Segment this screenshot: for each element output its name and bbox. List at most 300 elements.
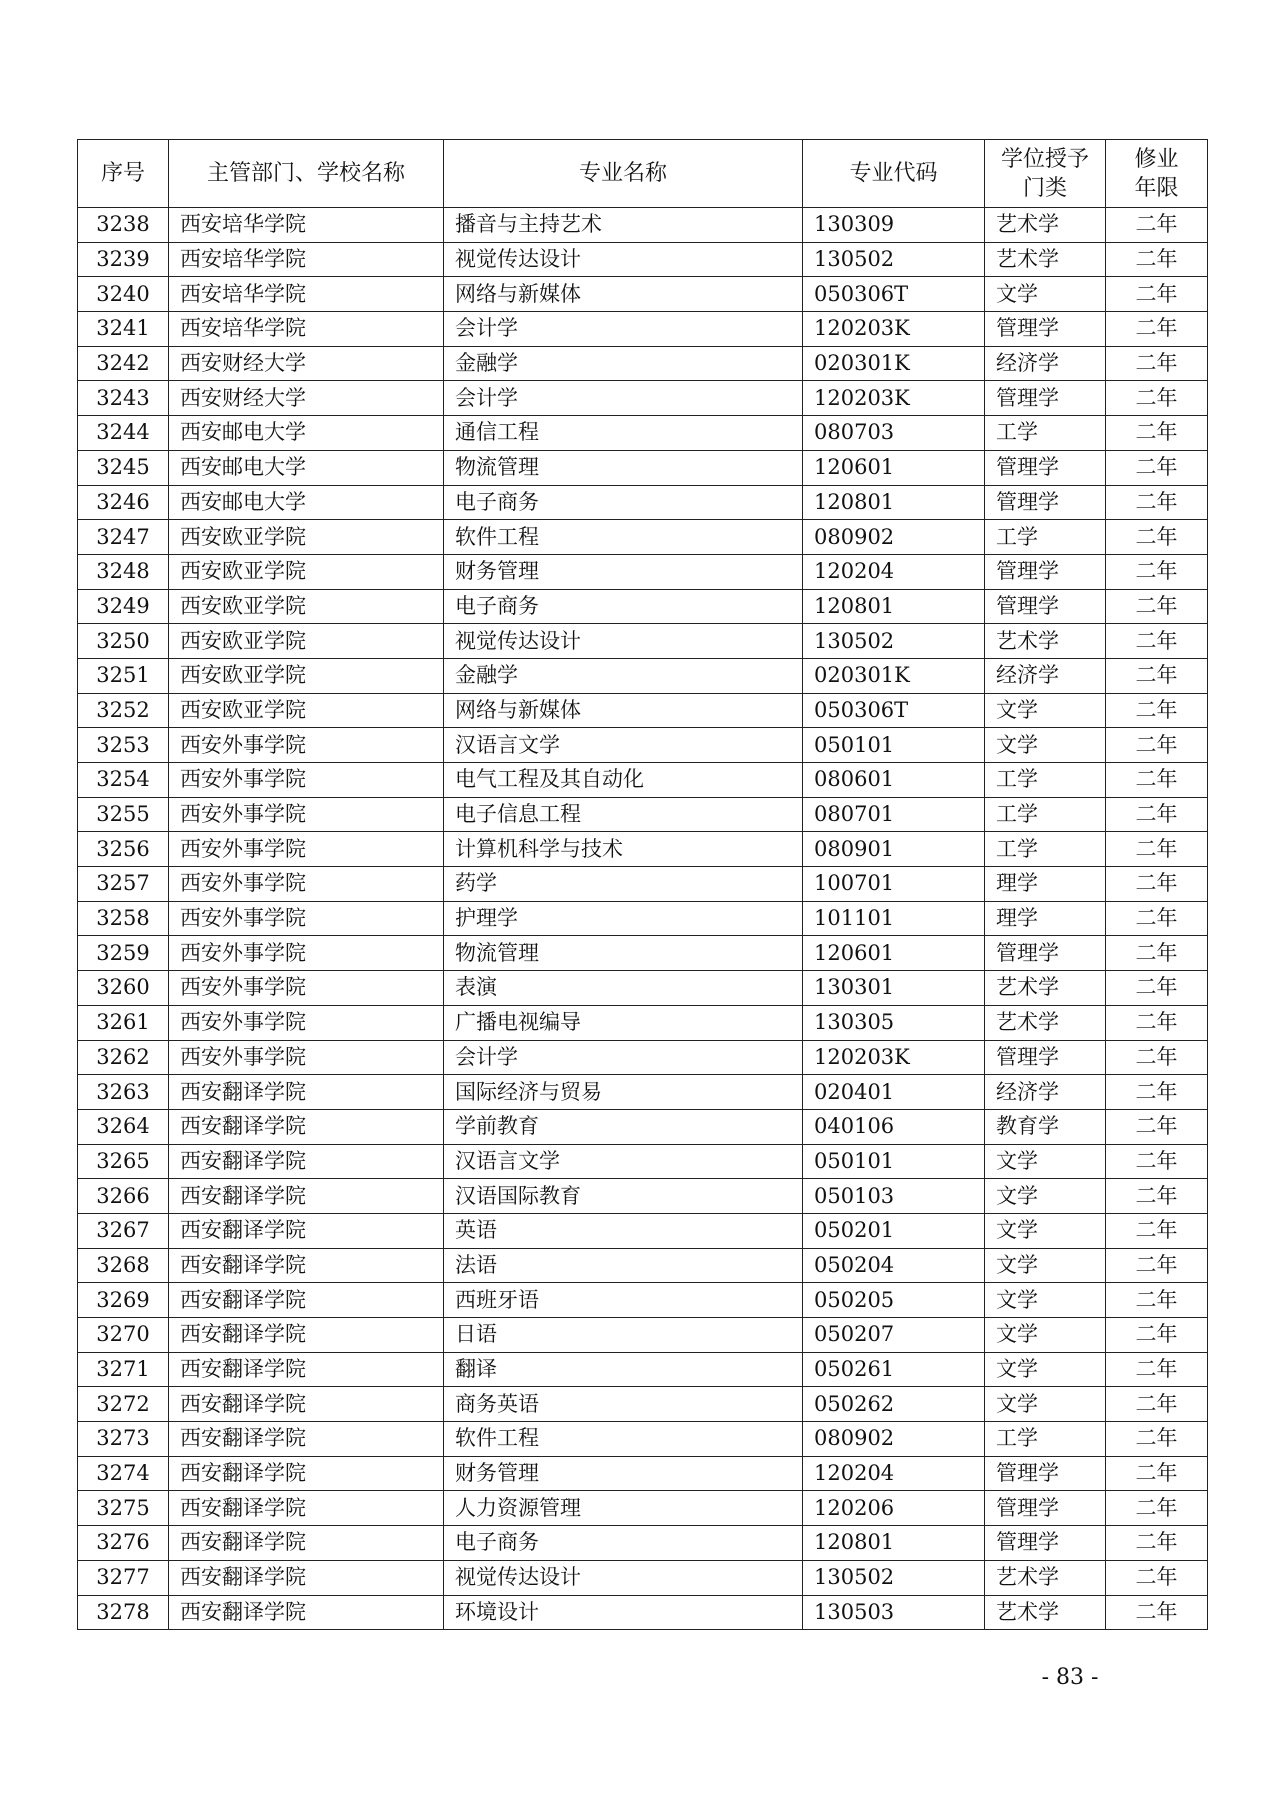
cell-school: 西安翻译学院 — [169, 1213, 444, 1248]
cell-index: 3244 — [78, 416, 169, 451]
cell-index: 3267 — [78, 1213, 169, 1248]
cell-degree: 经济学 — [985, 658, 1106, 693]
table-row — [78, 1213, 1208, 1248]
cell-code: 050101 — [803, 1144, 985, 1179]
cell-code: 050204 — [803, 1248, 985, 1283]
cell-major: 物流管理 — [444, 450, 803, 485]
cell-code: 080601 — [803, 763, 985, 798]
cell-major: 表演 — [444, 971, 803, 1006]
cell-index: 3274 — [78, 1456, 169, 1491]
cell-years: 二年 — [1106, 936, 1208, 971]
table-row — [78, 797, 1208, 832]
cell-years: 二年 — [1106, 901, 1208, 936]
cell-years: 二年 — [1106, 693, 1208, 728]
table-row — [78, 1109, 1208, 1144]
table-row — [78, 312, 1208, 347]
header-code: 专业代码 — [803, 140, 985, 208]
cell-years: 二年 — [1106, 624, 1208, 659]
cell-years: 二年 — [1106, 346, 1208, 381]
cell-index: 3239 — [78, 242, 169, 277]
header-years-line2: 年限 — [1134, 175, 1179, 201]
cell-school: 西安翻译学院 — [169, 1387, 444, 1422]
cell-code: 120801 — [803, 1526, 985, 1561]
cell-index: 3254 — [78, 763, 169, 798]
table-body — [78, 208, 1208, 1630]
cell-major: 会计学 — [444, 1040, 803, 1075]
cell-code: 050205 — [803, 1283, 985, 1318]
cell-major: 学前教育 — [444, 1109, 803, 1144]
cell-school: 西安培华学院 — [169, 242, 444, 277]
table-row — [78, 520, 1208, 555]
cell-school: 西安邮电大学 — [169, 416, 444, 451]
cell-code: 120204 — [803, 1456, 985, 1491]
cell-code: 130502 — [803, 1560, 985, 1595]
header-years-line1: 修业 — [1134, 146, 1179, 172]
cell-index: 3262 — [78, 1040, 169, 1075]
cell-school: 西安翻译学院 — [169, 1560, 444, 1595]
table-row — [78, 728, 1208, 763]
cell-major: 日语 — [444, 1318, 803, 1353]
cell-years: 二年 — [1106, 658, 1208, 693]
table-row — [78, 381, 1208, 416]
cell-school: 西安欧亚学院 — [169, 693, 444, 728]
cell-major: 商务英语 — [444, 1387, 803, 1422]
cell-school: 西安翻译学院 — [169, 1422, 444, 1457]
cell-code: 080901 — [803, 832, 985, 867]
cell-years: 二年 — [1106, 728, 1208, 763]
cell-school: 西安欧亚学院 — [169, 589, 444, 624]
cell-years: 二年 — [1106, 1283, 1208, 1318]
table-row — [78, 450, 1208, 485]
cell-school: 西安翻译学院 — [169, 1595, 444, 1630]
cell-school: 西安邮电大学 — [169, 450, 444, 485]
cell-index: 3257 — [78, 867, 169, 902]
cell-index: 3248 — [78, 554, 169, 589]
cell-code: 050207 — [803, 1318, 985, 1353]
cell-degree: 艺术学 — [985, 1595, 1106, 1630]
cell-major: 软件工程 — [444, 520, 803, 555]
cell-years: 二年 — [1106, 416, 1208, 451]
cell-degree: 工学 — [985, 416, 1106, 451]
cell-degree: 管理学 — [985, 381, 1106, 416]
cell-degree: 艺术学 — [985, 242, 1106, 277]
cell-major: 财务管理 — [444, 554, 803, 589]
table-row — [78, 1387, 1208, 1422]
cell-school: 西安培华学院 — [169, 277, 444, 312]
cell-major: 会计学 — [444, 381, 803, 416]
cell-years: 二年 — [1106, 1179, 1208, 1214]
cell-degree: 工学 — [985, 797, 1106, 832]
cell-code: 130301 — [803, 971, 985, 1006]
cell-major: 汉语言文学 — [444, 728, 803, 763]
cell-years: 二年 — [1106, 832, 1208, 867]
cell-index: 3245 — [78, 450, 169, 485]
cell-years: 二年 — [1106, 1248, 1208, 1283]
cell-major: 电子信息工程 — [444, 797, 803, 832]
cell-major: 金融学 — [444, 346, 803, 381]
cell-years: 二年 — [1106, 1422, 1208, 1457]
cell-index: 3277 — [78, 1560, 169, 1595]
cell-years: 二年 — [1106, 1005, 1208, 1040]
cell-years: 二年 — [1106, 1560, 1208, 1595]
cell-years: 二年 — [1106, 554, 1208, 589]
table-row — [78, 1456, 1208, 1491]
cell-major: 护理学 — [444, 901, 803, 936]
table-row — [78, 346, 1208, 381]
cell-code: 080902 — [803, 520, 985, 555]
cell-index: 3253 — [78, 728, 169, 763]
cell-years: 二年 — [1106, 208, 1208, 243]
table-row — [78, 658, 1208, 693]
table-header-row — [78, 140, 1208, 208]
cell-index: 3252 — [78, 693, 169, 728]
cell-code: 130309 — [803, 208, 985, 243]
cell-school: 西安外事学院 — [169, 867, 444, 902]
cell-school: 西安欧亚学院 — [169, 520, 444, 555]
cell-major: 广播电视编导 — [444, 1005, 803, 1040]
cell-index: 3238 — [78, 208, 169, 243]
table-row — [78, 936, 1208, 971]
cell-degree: 管理学 — [985, 554, 1106, 589]
cell-index: 3263 — [78, 1075, 169, 1110]
cell-major: 国际经济与贸易 — [444, 1075, 803, 1110]
cell-index: 3250 — [78, 624, 169, 659]
cell-major: 西班牙语 — [444, 1283, 803, 1318]
cell-code: 120203K — [803, 381, 985, 416]
cell-index: 3270 — [78, 1318, 169, 1353]
table-row — [78, 867, 1208, 902]
cell-years: 二年 — [1106, 1352, 1208, 1387]
cell-major: 电气工程及其自动化 — [444, 763, 803, 798]
cell-code: 050262 — [803, 1387, 985, 1422]
table-row — [78, 832, 1208, 867]
cell-degree: 管理学 — [985, 1456, 1106, 1491]
cell-degree: 管理学 — [985, 450, 1106, 485]
cell-code: 130502 — [803, 242, 985, 277]
table-row — [78, 554, 1208, 589]
cell-years: 二年 — [1106, 867, 1208, 902]
cell-school: 西安翻译学院 — [169, 1248, 444, 1283]
cell-years: 二年 — [1106, 1075, 1208, 1110]
cell-school: 西安财经大学 — [169, 381, 444, 416]
cell-degree: 艺术学 — [985, 1005, 1106, 1040]
cell-major: 电子商务 — [444, 589, 803, 624]
cell-degree: 工学 — [985, 763, 1106, 798]
cell-degree: 管理学 — [985, 1040, 1106, 1075]
cell-school: 西安翻译学院 — [169, 1283, 444, 1318]
cell-code: 050261 — [803, 1352, 985, 1387]
cell-code: 040106 — [803, 1109, 985, 1144]
cell-index: 3249 — [78, 589, 169, 624]
cell-years: 二年 — [1106, 242, 1208, 277]
table-row — [78, 763, 1208, 798]
cell-index: 3264 — [78, 1109, 169, 1144]
cell-degree: 管理学 — [985, 1526, 1106, 1561]
table-row — [78, 277, 1208, 312]
cell-code: 101101 — [803, 901, 985, 936]
cell-school: 西安翻译学院 — [169, 1526, 444, 1561]
cell-years: 二年 — [1106, 1040, 1208, 1075]
cell-degree: 经济学 — [985, 346, 1106, 381]
table-row — [78, 485, 1208, 520]
cell-code: 130503 — [803, 1595, 985, 1630]
cell-major: 视觉传达设计 — [444, 624, 803, 659]
cell-school: 西安外事学院 — [169, 971, 444, 1006]
cell-degree: 文学 — [985, 728, 1106, 763]
cell-major: 财务管理 — [444, 1456, 803, 1491]
cell-school: 西安翻译学院 — [169, 1352, 444, 1387]
cell-index: 3271 — [78, 1352, 169, 1387]
header-years — [1106, 140, 1208, 208]
table-row — [78, 1075, 1208, 1110]
cell-degree: 工学 — [985, 1422, 1106, 1457]
cell-school: 西安邮电大学 — [169, 485, 444, 520]
cell-code: 130305 — [803, 1005, 985, 1040]
cell-years: 二年 — [1106, 1456, 1208, 1491]
table-row — [78, 1595, 1208, 1630]
header-degree — [985, 140, 1106, 208]
cell-code: 120801 — [803, 485, 985, 520]
cell-degree: 艺术学 — [985, 208, 1106, 243]
cell-years: 二年 — [1106, 1387, 1208, 1422]
cell-major: 金融学 — [444, 658, 803, 693]
cell-index: 3246 — [78, 485, 169, 520]
cell-major: 软件工程 — [444, 1422, 803, 1457]
cell-degree: 艺术学 — [985, 624, 1106, 659]
cell-years: 二年 — [1106, 312, 1208, 347]
cell-major: 网络与新媒体 — [444, 277, 803, 312]
cell-school: 西安外事学院 — [169, 936, 444, 971]
cell-index: 3272 — [78, 1387, 169, 1422]
cell-major: 通信工程 — [444, 416, 803, 451]
table-row — [78, 1248, 1208, 1283]
cell-code: 120203K — [803, 1040, 985, 1075]
header-index: 序号 — [78, 140, 169, 208]
cell-degree: 文学 — [985, 1144, 1106, 1179]
cell-index: 3247 — [78, 520, 169, 555]
cell-code: 100701 — [803, 867, 985, 902]
cell-index: 3269 — [78, 1283, 169, 1318]
cell-school: 西安培华学院 — [169, 208, 444, 243]
table-row — [78, 971, 1208, 1006]
cell-code: 020301K — [803, 658, 985, 693]
cell-major: 会计学 — [444, 312, 803, 347]
cell-code: 050201 — [803, 1213, 985, 1248]
cell-degree: 教育学 — [985, 1109, 1106, 1144]
header-degree-line1: 学位授予 — [1000, 146, 1089, 172]
cell-school: 西安外事学院 — [169, 832, 444, 867]
cell-code: 080902 — [803, 1422, 985, 1457]
cell-degree: 管理学 — [985, 589, 1106, 624]
cell-code: 050101 — [803, 728, 985, 763]
cell-major: 计算机科学与技术 — [444, 832, 803, 867]
cell-school: 西安欧亚学院 — [169, 658, 444, 693]
cell-years: 二年 — [1106, 797, 1208, 832]
table-row — [78, 242, 1208, 277]
cell-major: 物流管理 — [444, 936, 803, 971]
cell-years: 二年 — [1106, 1109, 1208, 1144]
cell-degree: 文学 — [985, 277, 1106, 312]
cell-code: 120601 — [803, 450, 985, 485]
cell-school: 西安外事学院 — [169, 797, 444, 832]
cell-years: 二年 — [1106, 381, 1208, 416]
cell-major: 人力资源管理 — [444, 1491, 803, 1526]
cell-major: 汉语国际教育 — [444, 1179, 803, 1214]
cell-school: 西安翻译学院 — [169, 1075, 444, 1110]
cell-school: 西安翻译学院 — [169, 1456, 444, 1491]
cell-major: 药学 — [444, 867, 803, 902]
cell-index: 3266 — [78, 1179, 169, 1214]
header-degree-line2: 门类 — [1022, 175, 1067, 201]
cell-school: 西安外事学院 — [169, 1040, 444, 1075]
table-row — [78, 693, 1208, 728]
cell-degree: 管理学 — [985, 1491, 1106, 1526]
table-row — [78, 1526, 1208, 1561]
cell-school: 西安外事学院 — [169, 1005, 444, 1040]
cell-degree: 艺术学 — [985, 1560, 1106, 1595]
cell-index: 3278 — [78, 1595, 169, 1630]
cell-index: 3242 — [78, 346, 169, 381]
cell-major: 法语 — [444, 1248, 803, 1283]
cell-degree: 理学 — [985, 867, 1106, 902]
cell-major: 电子商务 — [444, 485, 803, 520]
header-school: 主管部门、学校名称 — [169, 140, 444, 208]
cell-years: 二年 — [1106, 1491, 1208, 1526]
table-row — [78, 1352, 1208, 1387]
majors-table — [77, 139, 1208, 1630]
cell-major: 英语 — [444, 1213, 803, 1248]
page-number: - 83 - — [1041, 1665, 1099, 1690]
cell-school: 西安欧亚学院 — [169, 554, 444, 589]
cell-index: 3276 — [78, 1526, 169, 1561]
cell-major: 汉语言文学 — [444, 1144, 803, 1179]
cell-index: 3259 — [78, 936, 169, 971]
cell-code: 050103 — [803, 1179, 985, 1214]
cell-school: 西安翻译学院 — [169, 1491, 444, 1526]
cell-major: 电子商务 — [444, 1526, 803, 1561]
cell-code: 120204 — [803, 554, 985, 589]
cell-years: 二年 — [1106, 1595, 1208, 1630]
table-row — [78, 1144, 1208, 1179]
cell-degree: 文学 — [985, 693, 1106, 728]
cell-major: 翻译 — [444, 1352, 803, 1387]
cell-index: 3251 — [78, 658, 169, 693]
cell-code: 020401 — [803, 1075, 985, 1110]
table-row — [78, 624, 1208, 659]
cell-index: 3268 — [78, 1248, 169, 1283]
cell-years: 二年 — [1106, 971, 1208, 1006]
cell-years: 二年 — [1106, 1526, 1208, 1561]
table-row — [78, 1560, 1208, 1595]
cell-years: 二年 — [1106, 1213, 1208, 1248]
cell-code: 020301K — [803, 346, 985, 381]
cell-degree: 文学 — [985, 1318, 1106, 1353]
cell-major: 环境设计 — [444, 1595, 803, 1630]
cell-code: 120203K — [803, 312, 985, 347]
cell-index: 3265 — [78, 1144, 169, 1179]
cell-school: 西安翻译学院 — [169, 1318, 444, 1353]
cell-degree: 管理学 — [985, 936, 1106, 971]
cell-years: 二年 — [1106, 1318, 1208, 1353]
cell-degree: 工学 — [985, 520, 1106, 555]
cell-degree: 文学 — [985, 1248, 1106, 1283]
cell-degree: 文学 — [985, 1283, 1106, 1318]
table-row — [78, 1422, 1208, 1457]
cell-degree: 管理学 — [985, 312, 1106, 347]
cell-years: 二年 — [1106, 1144, 1208, 1179]
cell-index: 3260 — [78, 971, 169, 1006]
cell-degree: 文学 — [985, 1352, 1106, 1387]
cell-years: 二年 — [1106, 485, 1208, 520]
cell-code: 120801 — [803, 589, 985, 624]
cell-code: 080703 — [803, 416, 985, 451]
header-major: 专业名称 — [444, 140, 803, 208]
cell-index: 3243 — [78, 381, 169, 416]
cell-major: 播音与主持艺术 — [444, 208, 803, 243]
cell-school: 西安外事学院 — [169, 763, 444, 798]
cell-index: 3240 — [78, 277, 169, 312]
table-row — [78, 208, 1208, 243]
table-row — [78, 416, 1208, 451]
table-row — [78, 1318, 1208, 1353]
cell-code: 050306T — [803, 693, 985, 728]
cell-index: 3258 — [78, 901, 169, 936]
cell-degree: 文学 — [985, 1387, 1106, 1422]
cell-years: 二年 — [1106, 589, 1208, 624]
cell-school: 西安翻译学院 — [169, 1109, 444, 1144]
cell-degree: 文学 — [985, 1179, 1106, 1214]
cell-degree: 艺术学 — [985, 971, 1106, 1006]
cell-years: 二年 — [1106, 763, 1208, 798]
cell-degree: 文学 — [985, 1213, 1106, 1248]
cell-code: 120601 — [803, 936, 985, 971]
cell-code: 080701 — [803, 797, 985, 832]
cell-years: 二年 — [1106, 520, 1208, 555]
cell-school: 西安翻译学院 — [169, 1179, 444, 1214]
table-row — [78, 1283, 1208, 1318]
cell-degree: 工学 — [985, 832, 1106, 867]
table-row — [78, 1491, 1208, 1526]
cell-years: 二年 — [1106, 277, 1208, 312]
cell-index: 3273 — [78, 1422, 169, 1457]
cell-code: 050306T — [803, 277, 985, 312]
cell-school: 西安财经大学 — [169, 346, 444, 381]
cell-index: 3255 — [78, 797, 169, 832]
cell-degree: 理学 — [985, 901, 1106, 936]
cell-code: 120206 — [803, 1491, 985, 1526]
table-row — [78, 1179, 1208, 1214]
cell-degree: 管理学 — [985, 485, 1106, 520]
cell-index: 3261 — [78, 1005, 169, 1040]
table-row — [78, 901, 1208, 936]
table-row — [78, 1005, 1208, 1040]
cell-major: 视觉传达设计 — [444, 1560, 803, 1595]
cell-years: 二年 — [1106, 450, 1208, 485]
cell-school: 西安外事学院 — [169, 901, 444, 936]
cell-major: 网络与新媒体 — [444, 693, 803, 728]
cell-index: 3256 — [78, 832, 169, 867]
cell-index: 3241 — [78, 312, 169, 347]
cell-school: 西安培华学院 — [169, 312, 444, 347]
cell-major: 视觉传达设计 — [444, 242, 803, 277]
table-row — [78, 589, 1208, 624]
cell-school: 西安外事学院 — [169, 728, 444, 763]
cell-school: 西安欧亚学院 — [169, 624, 444, 659]
cell-index: 3275 — [78, 1491, 169, 1526]
cell-degree: 经济学 — [985, 1075, 1106, 1110]
cell-code: 130502 — [803, 624, 985, 659]
table-row — [78, 1040, 1208, 1075]
